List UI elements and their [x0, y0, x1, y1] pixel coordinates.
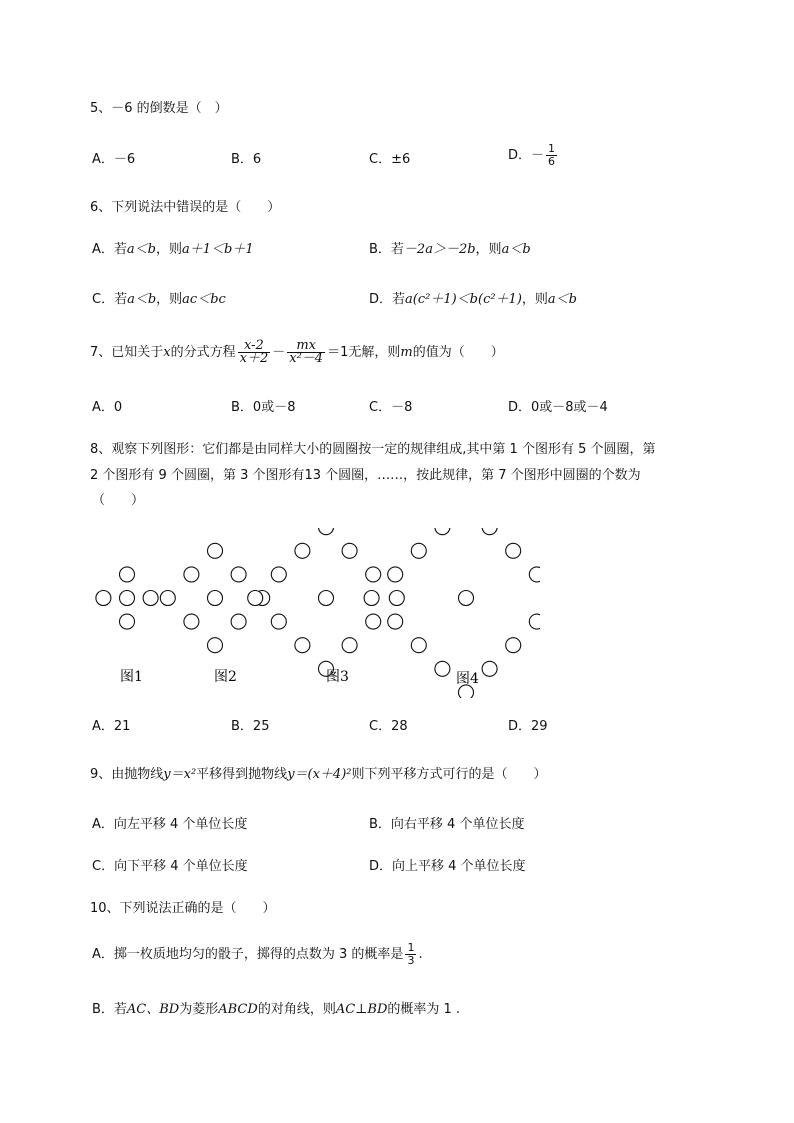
pattern-circle [120, 591, 135, 606]
q6-option-d [369, 291, 577, 309]
pattern-circle [143, 591, 158, 606]
circle-pattern-figure [90, 528, 540, 698]
fraction-1 [238, 340, 271, 365]
math-expr: ABCD [218, 1002, 258, 1017]
q10-option-a-fraction [405, 942, 416, 967]
q9-option-b: B．向右平移 4 个单位长度 [369, 817, 525, 832]
option-text: A．掷一枚质地均匀的骰子，掷得的点数为 3 的概率是 [92, 947, 404, 962]
option-text: B．若 [369, 242, 404, 257]
math-expr: a＜b [501, 242, 531, 257]
math-expr: AC、BD [126, 1002, 180, 1017]
pattern-circle [319, 591, 334, 606]
pattern-circle [529, 567, 540, 582]
q8-option-c: C．28 [369, 719, 408, 734]
option-text: B．若 [92, 1002, 127, 1017]
q7-option-a: A．0 [92, 400, 123, 415]
pattern-circle [271, 614, 286, 629]
pattern-circle [482, 661, 497, 676]
q7-option-c: C．－8 [369, 400, 413, 415]
pattern-circle [435, 528, 450, 535]
q6-option-c [92, 291, 226, 309]
pattern-circle [208, 638, 223, 653]
q5-option-b: B．6 [231, 152, 262, 167]
q8-option-d: D．29 [508, 719, 548, 734]
option-text: A．若 [92, 242, 127, 257]
pattern-circle [435, 661, 450, 676]
option-text: C．若 [92, 292, 128, 307]
q7-option-d: D．0或－8或－4 [508, 400, 608, 415]
math-expr: AC⊥BD [335, 1002, 388, 1017]
math-expr: a＜b [127, 292, 157, 307]
fraction-denominator: 6 [548, 155, 556, 168]
pattern-circle [208, 591, 223, 606]
q9-option-a: A．向左平移 4 个单位长度 [92, 817, 248, 832]
pattern-circle [388, 614, 403, 629]
pattern-circle [231, 567, 246, 582]
option-text: ，则 [521, 292, 548, 307]
pattern-circle [411, 543, 426, 558]
q8-stem-line2: 2 个图形有 9 个圆圈，第 3 个图形有13 个圆圈，……，按此规律，第 7 个图形中圆圈的个数为 [90, 468, 641, 483]
fraction-numerator: x-2 [238, 340, 271, 353]
figure-label-3: 图3 [326, 669, 349, 685]
option-text: . [418, 947, 423, 962]
q10-option-b [92, 1001, 460, 1019]
q9-option-d: D．向上平移 4 个单位长度 [369, 859, 526, 874]
option-text: ，则 [156, 292, 183, 307]
pattern-circle [482, 528, 497, 535]
option-text: ，则 [475, 242, 502, 257]
pattern-circle [459, 591, 474, 606]
q10-option-a [92, 942, 423, 967]
pattern-circle [271, 567, 286, 582]
stem-text: 平移得到抛物线 [196, 767, 288, 782]
stem-text: 9、由抛物线 [90, 767, 164, 782]
pattern-circle [506, 638, 521, 653]
pattern-circle [342, 543, 357, 558]
pattern-circle [366, 614, 381, 629]
q6-option-a [92, 241, 254, 259]
pattern-circle [295, 543, 310, 558]
fraction-numerator: 1 [548, 142, 556, 155]
equals-one: ＝1 [327, 345, 349, 360]
q5-option-d [508, 143, 559, 168]
q8-option-a: A．21 [92, 719, 131, 734]
option-text: D．若 [369, 292, 406, 307]
pattern-circle [388, 567, 403, 582]
math-expr: y＝(x＋4)² [287, 767, 352, 782]
option-text: ，则 [155, 242, 182, 257]
q7-stem [90, 340, 504, 365]
fraction-numerator: 1 [407, 941, 415, 954]
math-expr: a(c²＋1)＜b(c²＋1) [405, 292, 522, 307]
math-expr: －2a＞－2b [403, 242, 476, 257]
q6-stem: 6、下列说法中错误的是（ ） [90, 200, 281, 215]
pattern-circle [96, 591, 111, 606]
stem-text: 7、已知关于 [90, 345, 164, 360]
pattern-circle [342, 638, 357, 653]
pattern-circle [389, 591, 404, 606]
pattern-circle [184, 567, 199, 582]
q8-stem-line1: 8、观察下列图形：它们都是由同样大小的圆圈按一定的规律组成,其中第 1 个图形有 5 个圆圈，第 [90, 442, 656, 457]
q5-option-a: A．－6 [92, 152, 136, 167]
fraction-numerator: mx [287, 340, 325, 353]
pattern-circle [506, 543, 521, 558]
q7-option-b: B．0或－8 [231, 400, 296, 415]
q9-stem [90, 766, 547, 784]
math-expr: ac＜bc [182, 292, 226, 307]
pattern-circle [231, 614, 246, 629]
pattern-circle [319, 528, 334, 535]
option-text: 为菱形 [179, 1002, 219, 1017]
fraction-denominator: x²－4 [289, 351, 324, 366]
math-expr: a＋1＜b＋1 [182, 242, 254, 257]
figure-label-2: 图2 [214, 669, 237, 685]
pattern-circle [366, 567, 381, 582]
math-var-x: x [163, 345, 171, 360]
figure-label-1: 图1 [120, 669, 143, 685]
pattern-circle [160, 591, 175, 606]
fraction-denominator: x＋2 [239, 351, 269, 366]
q6-option-b [369, 241, 531, 259]
option-text: 的概率为 1 . [387, 1002, 461, 1017]
q5-option-d-fraction [546, 143, 557, 168]
q8-stem-line3: （ ） [92, 493, 145, 508]
pattern-circle [208, 543, 223, 558]
pattern-circle [295, 638, 310, 653]
pattern-circle [411, 638, 426, 653]
q8-option-b: B．25 [231, 719, 270, 734]
figure-label-4: 图4 [456, 671, 479, 687]
math-expr: a＜b [547, 292, 577, 307]
stem-text: 则下列平移方式可行的是（ ） [351, 767, 547, 782]
option-text: 的对角线，则 [257, 1002, 336, 1017]
stem-text: 的分式方程 [170, 345, 236, 360]
q10-stem: 10、下列说法正确的是（ ） [90, 901, 276, 916]
q5-option-c: C．±6 [369, 152, 411, 167]
pattern-circle [529, 614, 540, 629]
fraction-denominator: 3 [407, 954, 415, 967]
pattern-circle [120, 614, 135, 629]
pattern-circle [364, 591, 379, 606]
fraction-2 [287, 340, 325, 365]
pattern-circle [184, 614, 199, 629]
pattern-circle [248, 591, 263, 606]
math-expr: y＝x² [163, 767, 197, 782]
math-var-m: m [400, 345, 413, 360]
stem-text: 的值为（ ） [412, 345, 504, 360]
q5-option-d-label: D．－ [508, 148, 545, 163]
minus-sign: － [272, 345, 286, 360]
q9-option-c: C．向下平移 4 个单位长度 [92, 859, 248, 874]
q5-stem: 5、－6 的倒数是（ ） [90, 101, 228, 116]
stem-text: 无解，则 [348, 345, 401, 360]
math-expr: a＜b [126, 242, 156, 257]
pattern-circle [120, 567, 135, 582]
